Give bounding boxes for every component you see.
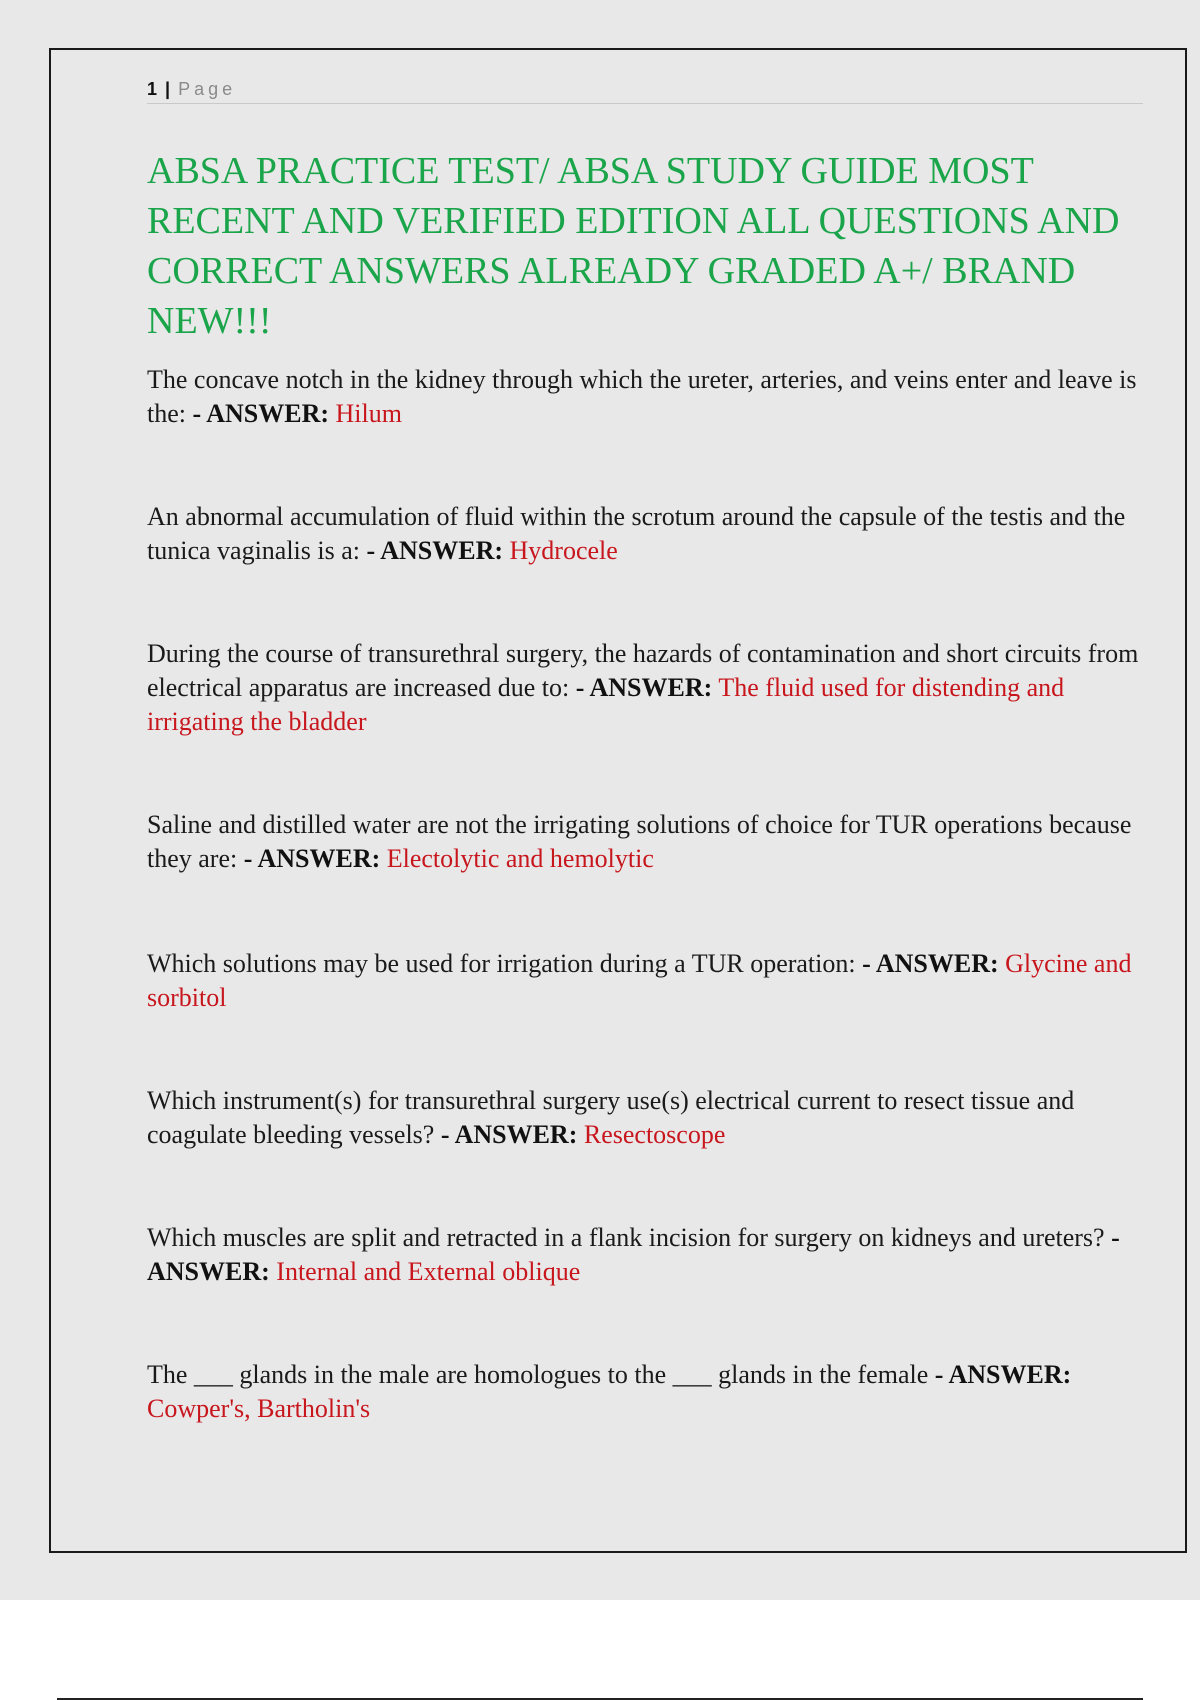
question-text: Saline and distilled water are not the irrigating solutions of choice for TUR operations because they are: (147, 810, 1132, 873)
question-text: The concave notch in the kidney through which the ureter, arteries, and veins enter and leave is the: (147, 365, 1137, 428)
page-separator: | (165, 79, 171, 99)
qa-item (147, 363, 1147, 431)
page-border-frame (49, 48, 1187, 1553)
answer-label: - ANSWER: (147, 1223, 1120, 1286)
qa-item (147, 947, 1147, 1015)
question-text: During the course of transurethral surgery, the hazards of contamination and short circuits from electrical apparatus are increased due to: (147, 639, 1139, 702)
answer-label: - ANSWER: (243, 844, 381, 873)
page-header (147, 78, 1143, 104)
answer-label: - ANSWER: (192, 399, 330, 428)
question-text: Which muscles are split and retracted in a flank incision for surgery on kidneys and ureters? (147, 1223, 1105, 1252)
qa-item (147, 1084, 1147, 1152)
question-text: An abnormal accumulation of fluid within the scrotum around the capsule of the testis and the tunica vaginalis is a: (147, 502, 1126, 565)
question-text: Which instrument(s) for transurethral surgery use(s) electrical current to resect tissue and coagulate bleeding vessels? (147, 1086, 1075, 1149)
document-title: ABSA PRACTICE TEST/ ABSA STUDY GUIDE MOST RECENT AND VERIFIED EDITION ALL QUESTIONS AND CORRECT ANSWERS ALREADY GRADED A+/ BRAND NEW!!! (147, 150, 1120, 342)
answer-text: Internal and External oblique (276, 1257, 581, 1286)
qa-item (147, 500, 1147, 568)
answer-text: Hydrocele (509, 536, 618, 565)
answer-text: Hilum (335, 399, 402, 428)
question-text: The ___ glands in the male are homologues to the ___ glands in the female (147, 1360, 929, 1389)
answer-text: Electolytic and hemolytic (386, 844, 654, 873)
answer-text: Cowper's, Bartholin's (147, 1394, 371, 1423)
qa-item (147, 1358, 1147, 1426)
page-number: 1 (147, 79, 158, 99)
answer-label: - ANSWER: (862, 949, 999, 978)
qa-item (147, 637, 1147, 739)
answer-label: - ANSWER: (440, 1120, 578, 1149)
qa-item (147, 1221, 1147, 1289)
qa-item (147, 808, 1147, 876)
answer-label: - ANSWER: (934, 1360, 1072, 1389)
answer-text: Glycine and sorbitol (147, 949, 1132, 1012)
answer-label: - ANSWER: (575, 673, 713, 702)
answer-label: - ANSWER: (366, 536, 504, 565)
answer-text: Resectoscope (583, 1120, 726, 1149)
question-text: Which solutions may be used for irrigation during a TUR operation: (147, 949, 856, 978)
page-label: Page (178, 79, 237, 99)
answer-text: The fluid used for distending and irrigating the bladder (147, 673, 1065, 736)
